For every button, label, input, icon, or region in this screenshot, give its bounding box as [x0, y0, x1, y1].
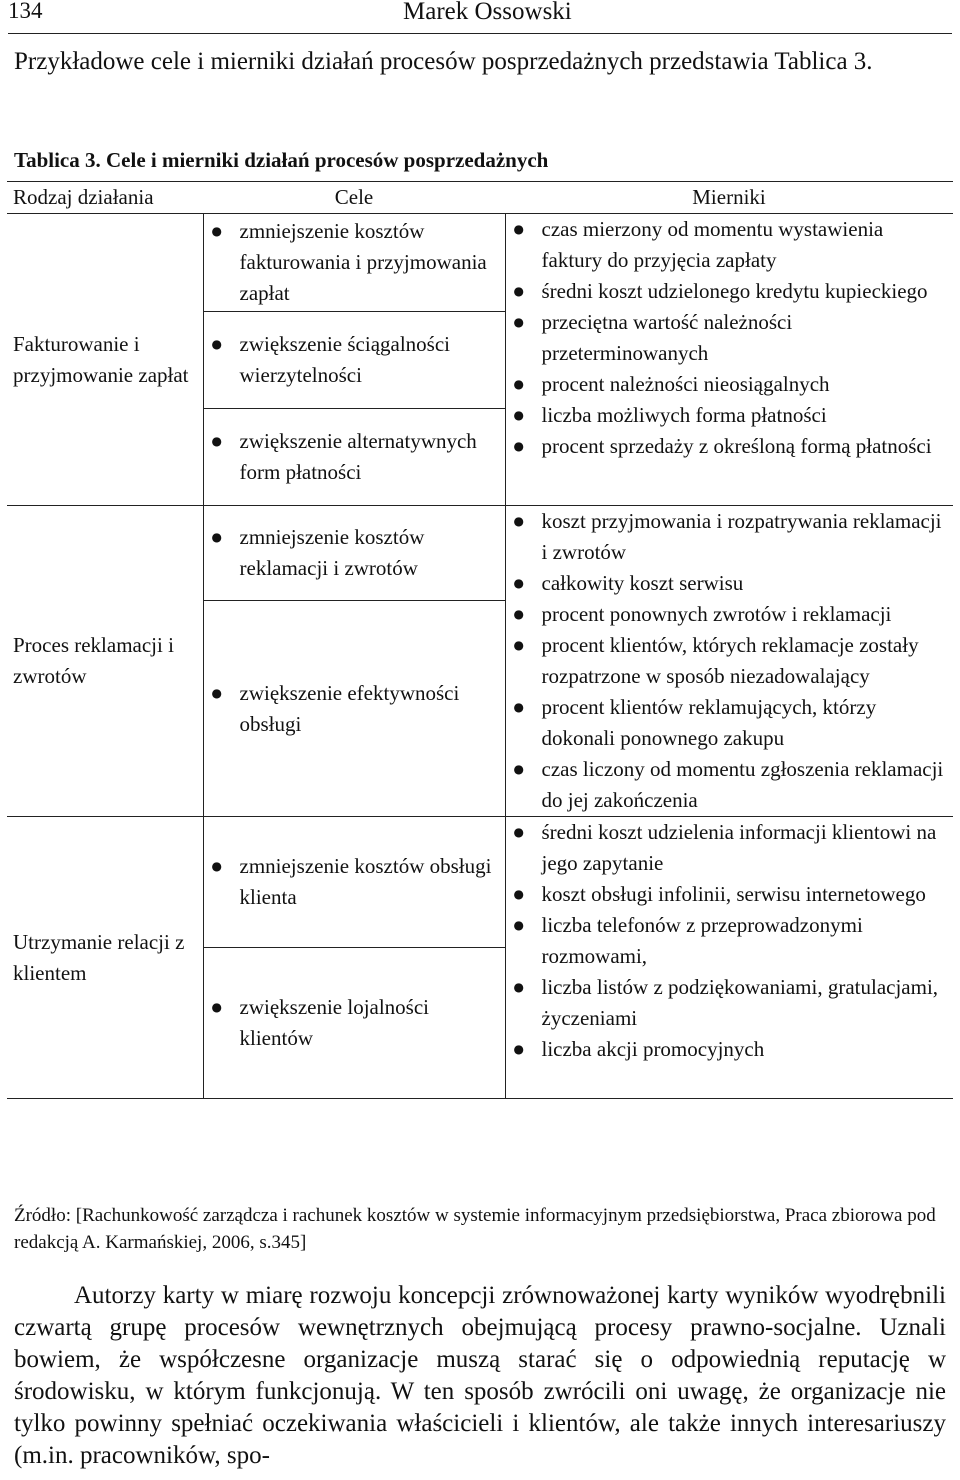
cel-item: ● zwiększenie efektywności obsługi [204, 678, 505, 740]
rodzaj-cell: Fakturowanie i przyjmowanie zapłat [7, 214, 203, 506]
miernik-item: ● koszt obsługi infolinii, serwisu internetowego [506, 879, 954, 910]
page-header [0, 0, 960, 36]
running-author: Marek Ossowski [403, 0, 572, 25]
miernik-item: ● czas liczony od momentu zgłoszenia reklamacji do jej zakończenia [506, 754, 954, 816]
miernik-item: ● procent ponownych zwrotów i reklamacji [506, 599, 954, 630]
cel-item: ● zwiększenie alternatywnych form płatności [204, 426, 505, 488]
mierniki-cell [505, 214, 953, 506]
cel-item: ● zwiększenie ściągalności wierzytelności [204, 329, 505, 391]
miernik-item: ● liczba listów z podziękowaniami, gratulacjami, życzeniami [506, 972, 954, 1034]
source-note: Źródło: [Rachunkowość zarządcza i rachunek kosztów w systemie informacyjnym przedsiębiorstwa, Praca zbiorowa pod redakcją A. Karmańskiej, 2006, s.345] [14, 1205, 936, 1253]
mierniki-cell [505, 506, 953, 817]
cel-item: ● zmniejszenie kosztów fakturowania i przyjmowania zapłat [204, 216, 505, 309]
cel-item: ● zwiększenie lojalności klientów [204, 992, 505, 1054]
mierniki-cell [505, 817, 953, 1099]
miernik-item: ● procent klientów reklamujących, którzy dokonali ponownego zakupu [506, 692, 954, 754]
header-rule [8, 33, 952, 34]
body-paragraph: Autorzy karty w miarę rozwoju koncepcji zrównoważonej karty wyników wyodrębnili czwartą grupę procesów wewnętrznych obejmującą procesy prawno-socjalne. Uznali bowiem, że współczesne organizacje muszą starać się o odpowiednią reputację w środowisku, w którym funkcjonują. W ten sposób zwrócili oni uwagę, że organizacje nie tylko powinny spełniać oczekiwania właścicieli i klientów, ale także innych interesariuszy (m.in. pracowników, spo- [14, 1282, 946, 1469]
table-caption: Tablica 3. Cele i mierniki działań procesów posprzedażnych [14, 148, 549, 172]
table-row [7, 214, 953, 312]
intro-text: Przykładowe cele i mierniki działań procesów posprzedażnych przedstawia Tablica 3. [14, 48, 873, 75]
table-row [7, 506, 953, 601]
cele-cell [203, 817, 505, 948]
page-number: 134 [8, 0, 43, 23]
miernik-item: ● liczba akcji promocyjnych [506, 1034, 954, 1065]
miernik-item: ● przeciętna wartość należności przeterminowanych [506, 307, 954, 369]
miernik-item: ● procent sprzedaży z określoną formą płatności [506, 431, 954, 462]
miernik-item: ● średni koszt udzielonego kredytu kupieckiego [506, 276, 954, 307]
miernik-item: ● liczba możliwych forma płatności [506, 400, 954, 431]
miernik-item: ● czas mierzony od momentu wystawienia faktury do przyjęcia zapłaty [506, 214, 954, 276]
miernik-item: ● procent należności nieosiągalnych [506, 369, 954, 400]
cel-item: ● zmniejszenie kosztów reklamacji i zwrotów [204, 522, 505, 584]
miernik-item: ● procent klientów, których reklamacje zostały rozpatrzone w sposób niezadowalający [506, 630, 954, 692]
miernik-item: ● koszt przyjmowania i rozpatrywania reklamacji i zwrotów [506, 506, 954, 568]
miernik-item: ● całkowity koszt serwisu [506, 568, 954, 599]
cele-cell [203, 214, 505, 312]
cele-cell [203, 312, 505, 409]
header-mierniki: Mierniki [505, 182, 953, 214]
cel-item: ● zmniejszenie kosztów obsługi klienta [204, 851, 505, 913]
table-row [7, 817, 953, 948]
goals-metrics-table [7, 181, 953, 1099]
cele-cell [203, 506, 505, 601]
table-header-row [7, 182, 953, 214]
cele-cell [203, 601, 505, 817]
rodzaj-cell: Proces reklamacji i zwrotów [7, 506, 203, 817]
header-cele: Cele [203, 182, 505, 214]
miernik-item: ● średni koszt udzielenia informacji klientowi na jego zapytanie [506, 817, 954, 879]
cele-cell [203, 948, 505, 1099]
cele-cell [203, 409, 505, 506]
rodzaj-cell: Utrzymanie relacji z klientem [7, 817, 203, 1099]
header-rodzaj: Rodzaj działania [7, 182, 203, 214]
miernik-item: ● liczba telefonów z przeprowadzonymi rozmowami, [506, 910, 954, 972]
